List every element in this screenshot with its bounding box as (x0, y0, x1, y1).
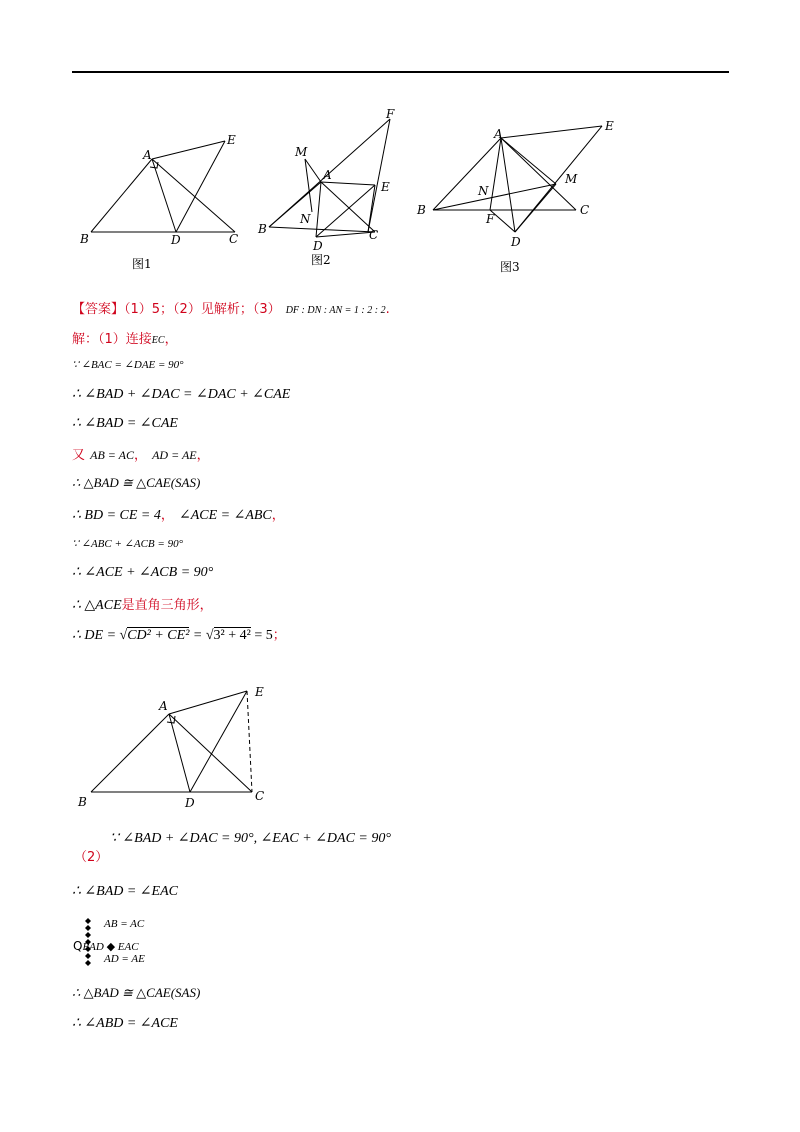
solution-intro: 解：（1）连接EC， (72, 332, 178, 347)
figure-4 (75, 680, 275, 815)
fig1-label-b: B (80, 232, 89, 246)
fig1-label-c: C (229, 232, 239, 246)
fig3-label-a: A (494, 127, 503, 141)
p2-line-4: ∴ ∠ABD = ∠ACE (72, 1016, 178, 1031)
figure-1 (80, 125, 250, 275)
p2-system-2: QBAD ◆ EAC (73, 939, 139, 953)
top-rule (72, 71, 729, 73)
fig2-label-m: M (295, 145, 308, 159)
fig3-label-n: N (478, 184, 489, 198)
sol-line-10: ∴ DE = √CD² + CE² = √3² + 4² = 5； (72, 628, 286, 643)
figure-2 (255, 105, 410, 275)
sol-line-9: ∴ △ACE是直角三角形， (72, 598, 213, 613)
sol-line-8: ∴ ∠ACE + ∠ACB = 90° (72, 565, 214, 580)
fig2-label-d: D (313, 239, 323, 253)
answer-line: 【答案】（1）5；（2）见解析；（3） DF : DN : AN = 1 : 2 : 2. (72, 302, 390, 317)
fig1-label-a: A (143, 148, 152, 162)
fig4-label-a: A (159, 699, 168, 713)
fig3-caption: 图3 (500, 260, 520, 274)
sol-line-6: ∴ BD = CE = 4， ∠ACE = ∠ABC， (72, 508, 285, 523)
fig2-label-a: A (323, 168, 332, 182)
sol-line-3: ∴ ∠BAD = ∠CAE (72, 416, 178, 431)
p2-label: （2） (74, 850, 109, 865)
answer-tag: 【答案】 (72, 302, 125, 317)
fig2-caption: 图2 (311, 253, 331, 267)
fig3-label-d: D (511, 235, 521, 249)
fig2-label-f: F (386, 107, 395, 121)
sol-line-1: ∵ ∠BAC = ∠DAE = 90° (72, 359, 184, 371)
fig1-caption: 图1 (132, 257, 152, 271)
fig4-label-c: C (255, 789, 265, 803)
figure-3 (415, 115, 625, 280)
fig3-label-m: M (565, 172, 578, 186)
answer-ratio: DF : DN : AN = 1 : 2 : 2 (285, 305, 386, 316)
fig3-label-c: C (580, 203, 590, 217)
fig3-label-e: E (605, 119, 614, 133)
fig1-label-d: D (171, 233, 181, 247)
p2-system-3: AD = AE (104, 953, 145, 965)
sol-line-5: ∴ △BAD ≅ △CAE(SAS) (72, 475, 201, 490)
fig2-label-b: B (258, 222, 267, 236)
p2-system-1: AB = AC (104, 918, 145, 930)
fig3-label-b: B (417, 203, 426, 217)
sol-line-4: 又 AB = AC， AD = AE， (72, 448, 210, 463)
fig2-label-c: C (369, 228, 379, 242)
p2-line-3: ∴ △BAD ≅ △CAE(SAS) (72, 985, 201, 1000)
fig3-label-f: F (486, 212, 495, 226)
sol-line-2: ∴ ∠BAD + ∠DAC = ∠DAC + ∠CAE (72, 387, 291, 402)
fig4-label-b: B (78, 795, 87, 809)
p2-line-2: ∴ ∠BAD = ∠EAC (72, 884, 178, 899)
answer-summary: （1）5；（2）见解析；（3） (124, 302, 281, 317)
fig2-label-e: E (381, 180, 390, 194)
fig2-label-n: N (300, 212, 311, 226)
fig4-label-e: E (255, 685, 264, 699)
p2-line-1: ∵ ∠BAD + ∠DAC = 90°, ∠EAC + ∠DAC = 90° (110, 831, 391, 846)
fig4-label-d: D (185, 796, 195, 810)
fig1-label-e: E (227, 133, 236, 147)
sol-line-7: ∵ ∠ABC + ∠ACB = 90° (72, 538, 183, 550)
